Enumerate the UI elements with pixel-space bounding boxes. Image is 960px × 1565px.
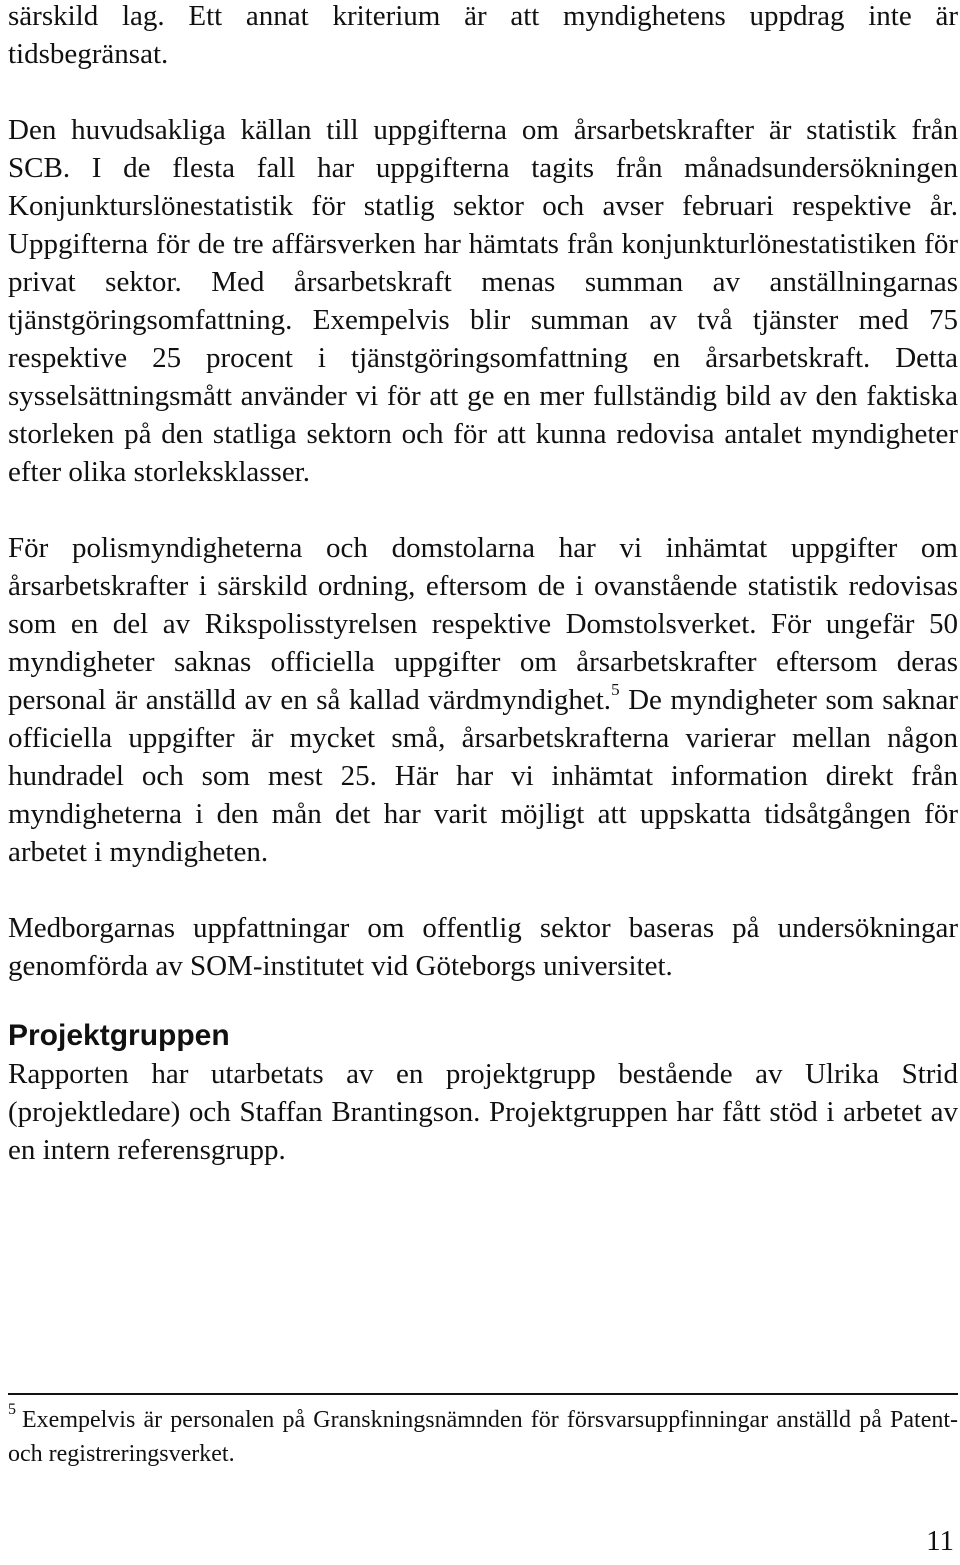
paragraph-project-group: Rapporten har utarbetats av en projektgrupp bestående av Ulrika Strid (projektledare) och Staffan Brantingson. Projektgruppen har fått stöd i arbetet av en intern referensgrupp.	[8, 1058, 958, 1166]
footnote	[8, 1403, 958, 1471]
footnote-reference[interactable]: 5	[611, 680, 620, 700]
footnote-number: 5	[8, 1401, 16, 1418]
paragraph-text-after-ref: De myndigheter som saknar officiella uppgifter är mycket små, årsarbetskrafterna varierar mellan någon hundradel och som mest 25. Här har vi inhämtat information direkt från myndigheterna i den mån det har varit möjligt att uppskatta tidsåtgången för arbetet i myndigheten.	[8, 684, 958, 868]
footnote-text: Exempelvis är personalen på Granskningsnämnden för försvarsuppfinningar anställd på Patent- och registreringsverket.	[8, 1407, 958, 1467]
paragraph-police-courts	[8, 529, 958, 871]
section-heading: Projektgruppen	[8, 1019, 230, 1052]
paragraph-gap	[8, 73, 958, 111]
paragraph-intro: särskild lag. Ett annat kriterium är att myndighetens uppdrag inte är tidsbegränsat.	[8, 0, 958, 70]
page-body	[8, 0, 958, 1169]
paragraph-gap	[8, 871, 958, 909]
paragraph-gap	[8, 985, 958, 1017]
paragraph-text-before-ref: För polismyndigheterna och domstolarna har vi inhämtat uppgifter om årsarbetskrafter i särskild ordning, eftersom de i ovanstående statistik redovisas som en del av Rikspolisstyrelsen respektive Domstolsverket. För ungefär 50 myndigheter saknas officiella uppgifter om årsarbetskrafter eftersom deras personal är anställd av en så kallad värdmyndighet.	[8, 532, 958, 716]
paragraph-gap	[8, 491, 958, 529]
paragraph-data-sources: Den huvudsakliga källan till uppgifterna om årsarbetskrafter är statistik från SCB. I de flesta fall har uppgifterna tagits från månadsundersökningen Konjunkturslönestatistik för statlig sektor och avser februari respektive år. Uppgifterna för de tre affärsverken har hämtats från konjunkturlönestatistiken för privat sektor. Med årsarbetskraft menas summan av anställningarnas tjänstgöringsomfattning. Exempelvis blir summan av två tjänster med 75 respektive 25 procent i tjänstgöringsomfattning en årsarbetskraft. Detta sysselsättningsmått använder vi för att ge en mer fullständig bild av den faktiska storleken på den statliga sektorn och för att kunna redovisa antalet myndigheter efter olika storleksklasser.	[8, 114, 958, 488]
paragraph-citizen-views: Medborgarnas uppfattningar om offentlig sektor baseras på undersökningar genomförda av SOM-institutet vid Göteborgs universitet.	[8, 912, 958, 982]
footnote-divider	[8, 1393, 958, 1395]
page-number: 11	[926, 1525, 954, 1557]
